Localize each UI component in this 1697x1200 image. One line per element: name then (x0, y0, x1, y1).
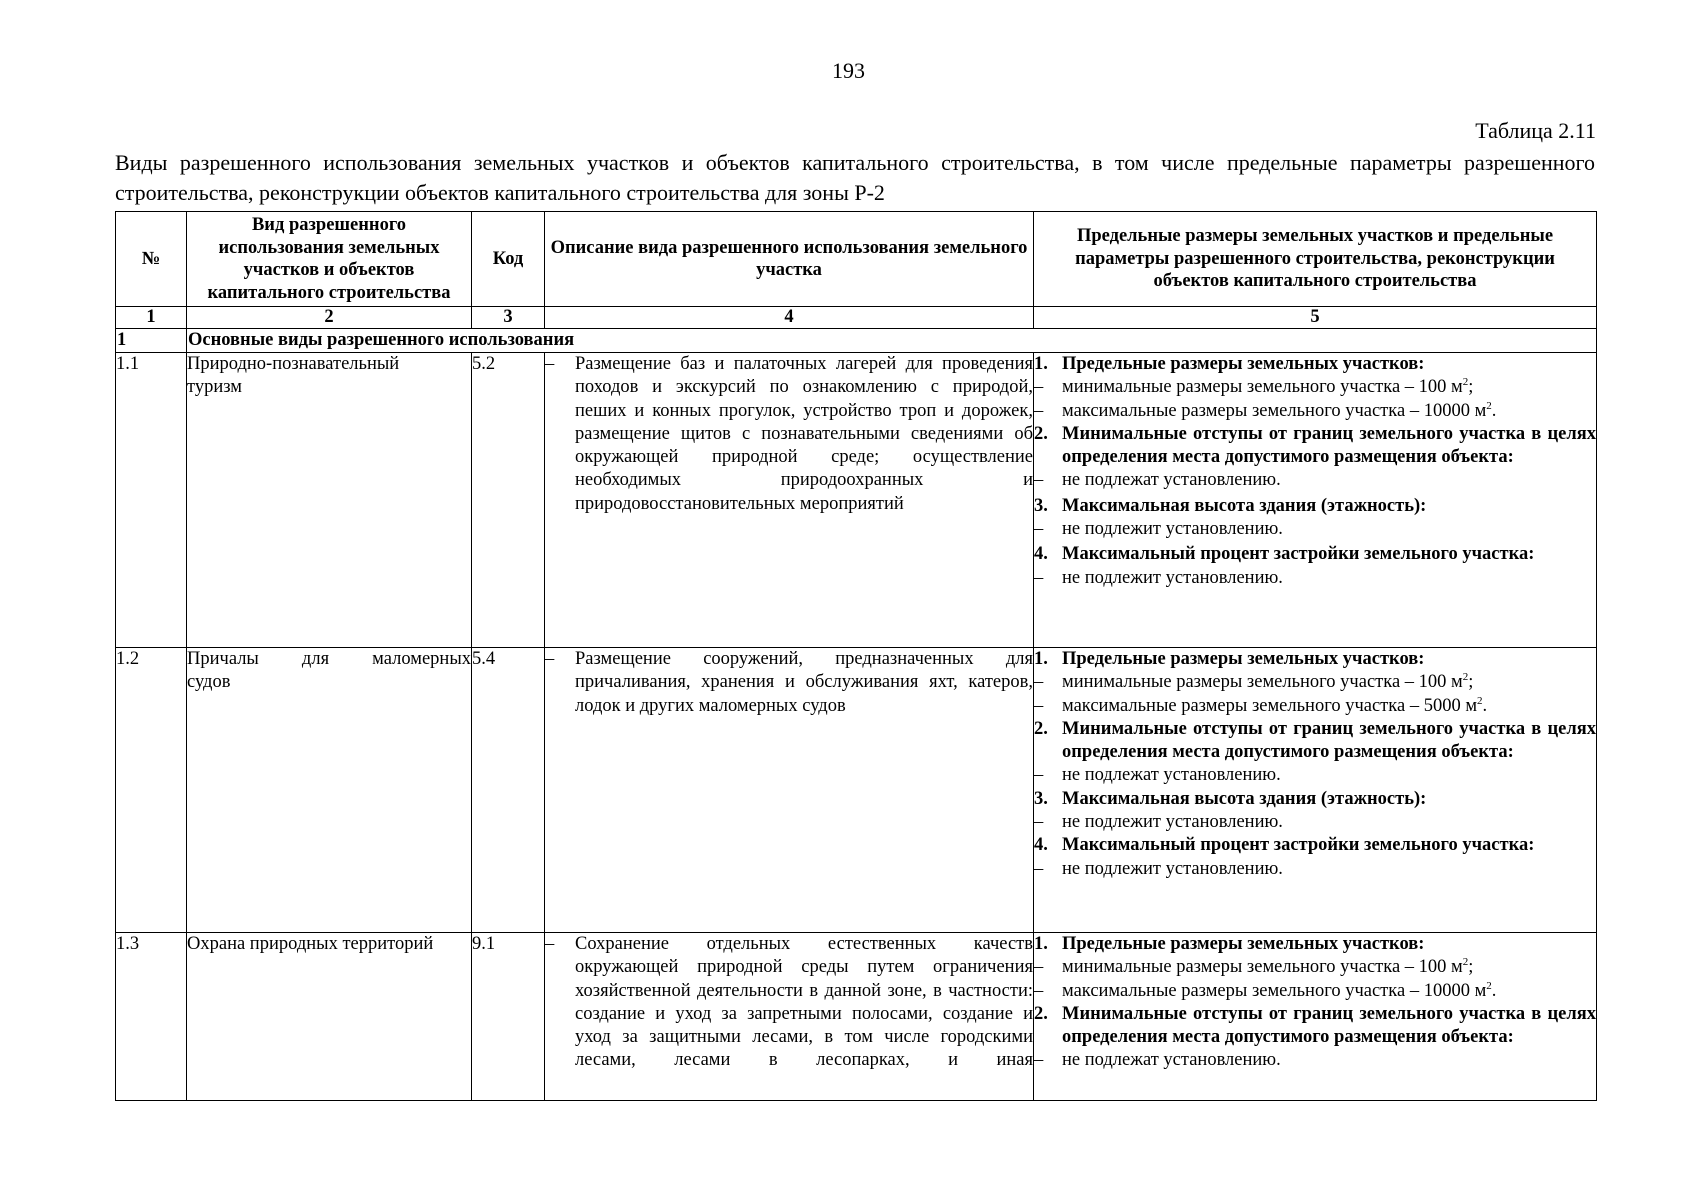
table-row (116, 648, 1597, 933)
param-value: не подлежит установлению. (1062, 812, 1283, 833)
param-number: 2. (1034, 423, 1048, 444)
section-title: Основные виды разрешенного использования (187, 329, 1597, 353)
dash-marker: – (1034, 812, 1044, 833)
param-value: не подлежат установлению. (1062, 470, 1281, 491)
use-type-name-line: Природно-познавательный (187, 354, 400, 374)
superscript: 2 (1462, 671, 1469, 684)
param-value: минимальные размеры земельного участка – 100 м (1062, 672, 1463, 693)
document-title: Виды разрешенного использования земельных участков и объектов капитального строительства, в том числе предельные параметры разрешенного строительства, реконструкции объектов капитального строительства для зоны Р-2 (115, 150, 1595, 205)
column-number: 5 (1034, 307, 1597, 329)
use-type-code: 5.4 (472, 648, 545, 933)
param-number: 1. (1034, 354, 1048, 374)
use-type-name (187, 353, 472, 648)
dash-marker: – (545, 354, 555, 374)
param-heading: Максимальная высота здания (этажность): (1062, 495, 1427, 516)
params-cell (1034, 933, 1597, 1101)
use-description-cell (545, 648, 1034, 933)
param-heading: Максимальный процент застройки земельного участка: (1062, 544, 1535, 565)
dash-marker: – (545, 649, 555, 669)
param-heading: Предельные размеры земельных участков: (1062, 934, 1425, 954)
punct: . (1491, 980, 1497, 1001)
dash-marker: – (1034, 400, 1044, 421)
param-value: максимальные размеры земельного участка – 10000 м (1062, 400, 1487, 421)
use-type-code: 9.1 (472, 933, 545, 1101)
dash-marker: – (1034, 957, 1044, 978)
param-heading: Минимальные отступы от границ земельного участка в целях определения места допустимого размещения объекта: (1062, 718, 1596, 763)
use-type-name (187, 648, 472, 933)
header-code: Код (472, 212, 545, 307)
superscript: 2 (1486, 399, 1492, 412)
superscript: 2 (1462, 376, 1469, 389)
dash-marker: – (545, 934, 555, 954)
param-heading: Минимальные отступы от границ земельного участка в целях определения места допустимого размещения объекта: (1062, 423, 1596, 468)
param-heading: Предельные размеры земельных участков: (1062, 354, 1425, 374)
dash-marker: – (1034, 567, 1044, 588)
param-heading: Максимальный процент застройки земельного участка: (1062, 835, 1535, 856)
dash-marker: – (1034, 858, 1044, 879)
param-value: максимальные размеры земельного участка – 10000 м (1062, 980, 1487, 1001)
use-description: Размещение баз и палаточных лагерей для проведения походов и экскурсий по ознакомлению с природой, пеших и конных прогулок, устройство троп и дорожек, размещение щитов с познавательными сведениями об окружающей природной среде; осуществление необходимых природоохранных и природовосстановительных мероприятий (575, 354, 1033, 514)
dash-marker: – (1034, 980, 1044, 1001)
param-value: не подлежит установлению. (1062, 567, 1283, 588)
use-type-name-line: судов (187, 672, 231, 693)
header-name: Вид разрешенного использования земельных участков и объектов капитального строительства (187, 212, 472, 307)
param-value: минимальные размеры земельного участка – 100 м (1062, 957, 1463, 978)
param-value: максимальные размеры земельного участка – 5000 м (1062, 695, 1478, 716)
punct: ; (1468, 672, 1474, 693)
use-type-name-line: Причалы для маломерных (187, 649, 471, 669)
superscript: 2 (1462, 956, 1469, 969)
section-row (116, 329, 1597, 353)
param-number: 2. (1034, 718, 1048, 739)
param-number: 4. (1034, 835, 1048, 856)
param-number: 3. (1034, 788, 1048, 809)
table-row (116, 353, 1597, 648)
dash-marker: – (1034, 695, 1044, 716)
header-row (116, 212, 1597, 307)
param-value: не подлежат установлению. (1062, 765, 1281, 786)
header-description: Описание вида разрешенного использования земельного участка (545, 212, 1034, 307)
param-number: 2. (1034, 1003, 1048, 1024)
column-number: 4 (545, 307, 1034, 329)
dash-marker: – (1034, 1050, 1044, 1071)
superscript: 2 (1486, 979, 1492, 992)
use-description: Размещение сооружений, предназначенных для причаливания, хранения и обслуживания яхт, катеров, лодок и других маломерных судов (575, 649, 1033, 716)
use-type-name-line: Охрана природных территорий (187, 934, 434, 954)
superscript: 2 (1477, 694, 1483, 707)
punct: . (1491, 400, 1497, 421)
row-number: 1.3 (116, 933, 187, 1101)
header-params: Предельные размеры земельных участков и предельные параметры разрешенного строительства, реконструкции объектов капитального строительства (1034, 212, 1597, 307)
param-value: не подлежит установлению. (1062, 519, 1283, 540)
punct: . (1482, 695, 1488, 716)
row-number: 1.1 (116, 353, 187, 648)
param-value: минимальные размеры земельного участка – 100 м (1062, 377, 1463, 398)
use-type-code: 5.2 (472, 353, 545, 648)
use-description-cell (545, 353, 1034, 648)
section-number: 1 (116, 329, 187, 353)
dash-marker: – (1034, 765, 1044, 786)
param-heading: Предельные размеры земельных участков: (1062, 649, 1425, 669)
use-type-name (187, 933, 472, 1101)
param-number: 1. (1034, 934, 1048, 954)
param-value: не подлежат установлению. (1062, 1050, 1281, 1071)
dash-marker: – (1034, 672, 1044, 693)
param-number: 3. (1034, 495, 1048, 516)
use-description: Сохранение отдельных естественных качеств окружающей природной среды путем ограничения хозяйственной деятельности в данной зоне, в частности: создание и уход за запретными полосами, создание и уход за защитными лесами, в том числе городскими лесами, лесами в лесопарках, и иная (575, 934, 1033, 1071)
header-num: № (116, 212, 187, 307)
param-heading: Минимальные отступы от границ земельного участка в целях определения места допустимого размещения объекта: (1062, 1003, 1596, 1048)
column-number: 3 (472, 307, 545, 329)
param-number: 1. (1034, 649, 1048, 669)
punct: ; (1468, 957, 1474, 978)
page-number: 193 (832, 58, 865, 83)
param-value: не подлежит установлению. (1062, 858, 1283, 879)
column-number: 2 (187, 307, 472, 329)
row-number: 1.2 (116, 648, 187, 933)
use-description-cell (545, 933, 1034, 1101)
dash-marker: – (1034, 470, 1044, 491)
table-row (116, 933, 1597, 1101)
param-number: 4. (1034, 544, 1048, 565)
params-cell (1034, 353, 1597, 648)
dash-marker: – (1034, 377, 1044, 398)
use-type-name-line: туризм (187, 377, 242, 398)
zoning-table (115, 211, 1597, 1101)
dash-marker: – (1034, 519, 1044, 540)
column-number: 1 (116, 307, 187, 329)
table-label: Таблица 2.11 (1475, 118, 1596, 143)
param-heading: Максимальная высота здания (этажность): (1062, 788, 1427, 809)
params-cell (1034, 648, 1597, 933)
column-numbers-row (116, 307, 1597, 329)
punct: ; (1468, 377, 1474, 398)
